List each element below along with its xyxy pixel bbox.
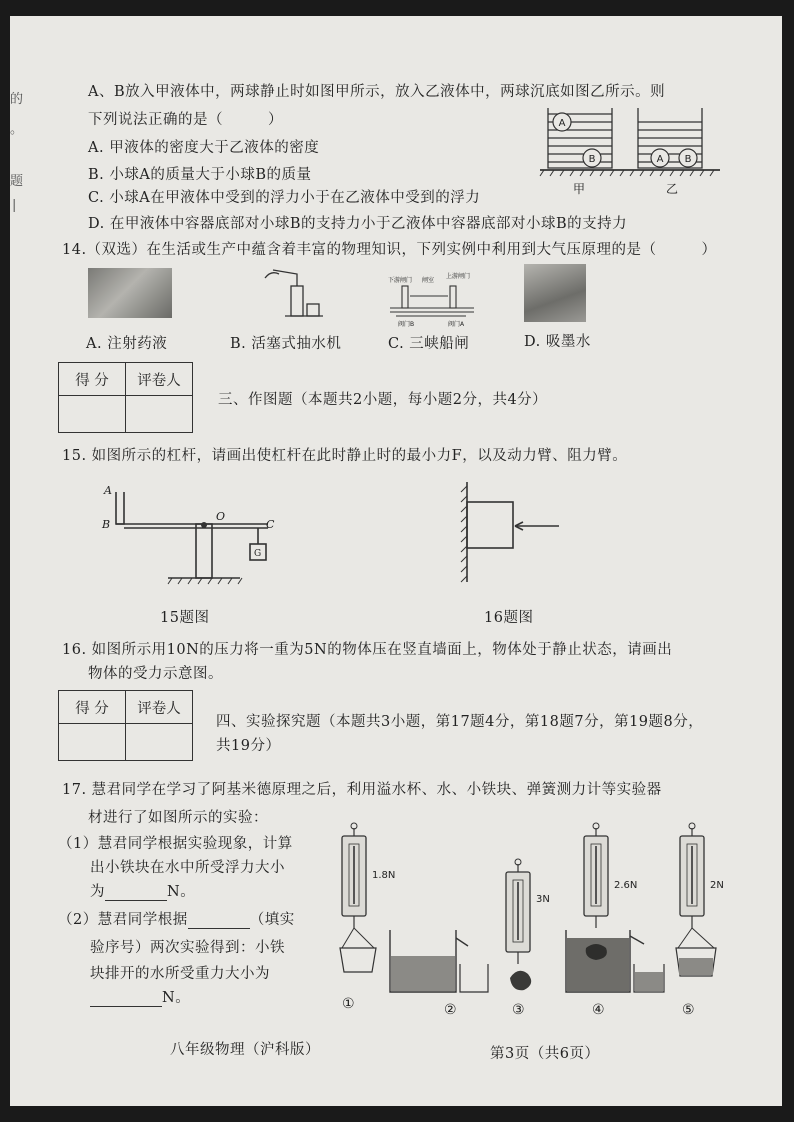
answer-blank-buoyancy[interactable] xyxy=(105,884,167,901)
q13-beakers-figure xyxy=(540,100,730,200)
injection-photo xyxy=(88,268,172,318)
point-a-label: A xyxy=(104,484,112,497)
q15-caption: 15题图 xyxy=(160,610,210,626)
step-number: ① xyxy=(342,996,355,1012)
grader-cell[interactable] xyxy=(126,396,193,433)
footer-subject: 八年级物理（沪科版） xyxy=(170,1042,320,1058)
q15-stem: 15. 如图所示的杠杆，请画出使杠杆在此时静止时的最小力F，以及动力臂、阻力臂。 xyxy=(62,448,628,464)
margin-mark: 。 xyxy=(10,122,24,137)
ball-b-label: B xyxy=(684,154,692,165)
step-number: ② xyxy=(444,1002,457,1018)
step-number: ③ xyxy=(512,1002,525,1018)
q16-stem-line2: 物体的受力示意图。 xyxy=(88,666,223,682)
piston-pump-figure xyxy=(255,268,335,322)
q13-option-c: C. 小球A在甲液体中受到的浮力小于在乙液体中受到的浮力 xyxy=(88,190,481,206)
point-o-label: O xyxy=(216,510,226,523)
answer-blank-weight[interactable] xyxy=(90,990,162,1007)
reading-4: 2.6N xyxy=(614,880,638,891)
section4-title-line1: 四、实验探究题（本题共3小题，第17题4分，第18题7分，第19题8分， xyxy=(216,714,704,730)
q13-option-d: D. 在甲液体中容器底部对小球B的支持力小于乙液体中容器底部对小球B的支持力 xyxy=(88,216,628,232)
score-header: 得 分 xyxy=(59,691,126,724)
ship-lock-figure xyxy=(388,272,478,328)
footer-page-number: 第3页（共6页） xyxy=(490,1046,600,1062)
wall-block-figure xyxy=(455,478,575,588)
q14-stem: 14.（双选）在生活或生产中蕴含着丰富的物理知识，下列实例中利用到大气压原理的是（ ） xyxy=(62,242,717,258)
point-b-label: B xyxy=(102,518,111,531)
q14-option-a: A. 注射药液 xyxy=(86,336,168,352)
q14-option-c: C. 三峡船闸 xyxy=(388,336,470,352)
yi-label: 乙 xyxy=(666,182,679,196)
q13-option-a: A. 甲液体的密度大于乙液体的密度 xyxy=(88,140,320,156)
q16-caption: 16题图 xyxy=(484,610,534,626)
experiment-figure xyxy=(330,826,740,1026)
q17-sub2-line2: 验序号）两次实验得到：小铁 xyxy=(90,940,285,956)
grader-header: 评卷人 xyxy=(126,691,193,724)
q14-option-b: B. 活塞式抽水机 xyxy=(230,336,342,352)
q17-sub2-line4: N。 xyxy=(90,986,190,1007)
lever-figure xyxy=(100,480,290,590)
q17-sub1-line3: 为 N。 xyxy=(90,884,196,900)
valve-a-label: 阀门A xyxy=(448,321,465,328)
step-number: ④ xyxy=(592,1002,605,1018)
score-cell[interactable] xyxy=(59,724,126,761)
q17-sub1-line2: 出小铁块在水中所受浮力大小 xyxy=(90,860,285,876)
lock-left-label: 下游闸门 xyxy=(388,277,413,284)
ball-a-label: A xyxy=(656,154,664,165)
lock-mid-label: 闸室 xyxy=(422,277,435,284)
grader-header: 评卷人 xyxy=(126,363,193,396)
reading-5: 2N xyxy=(710,880,724,891)
step-number: ⑤ xyxy=(682,1002,695,1018)
q13-stem-line2: 下列说法正确的是（ ） xyxy=(88,112,283,128)
answer-blank-sequence[interactable] xyxy=(188,912,250,929)
margin-mark: 的 xyxy=(10,92,24,107)
score-table xyxy=(58,362,193,433)
q13-option-b: B. 小球A的质量大于小球B的质量 xyxy=(88,167,312,183)
reading-3: 3N xyxy=(536,894,550,905)
q14-option-d: D. 吸墨水 xyxy=(524,334,591,350)
section4-title-line2: 共19分） xyxy=(216,738,281,754)
score-header: 得 分 xyxy=(59,363,126,396)
ink-photo xyxy=(524,264,586,322)
weight-g-label: G xyxy=(254,549,262,559)
q13-stem-line1: A、B放入甲液体中，两球静止时如图甲所示，放入乙液体中，两球沉底如图乙所示。则 xyxy=(88,84,666,100)
point-c-label: C xyxy=(266,518,275,531)
reading-1: 1.8N xyxy=(372,870,396,881)
q17-stem-line1: 17. 慧君同学在学习了阿基米德原理之后，利用溢水杯、水、小铁块、弹簧测力计等实验器 xyxy=(62,782,662,798)
valve-b-label: 阀门B xyxy=(398,321,415,328)
lock-right-label: 上游闸门 xyxy=(446,273,471,280)
q16-stem-line1: 16. 如图所示用10N的压力将一重为5N的物体压在竖直墙面上，物体处于静止状态，请画出 xyxy=(62,642,673,658)
margin-mark: 题 xyxy=(10,174,24,189)
ball-b-label: B xyxy=(588,154,596,165)
grader-cell[interactable] xyxy=(126,724,193,761)
score-table xyxy=(58,690,193,761)
ball-a-label: A xyxy=(558,118,566,129)
section3-title: 三、作图题（本题共2小题，每小题2分，共4分） xyxy=(218,392,548,408)
q17-stem-line2: 材进行了如图所示的实验： xyxy=(88,810,268,826)
score-cell[interactable] xyxy=(59,396,126,433)
q17-sub2-line1: （2）慧君同学根据 （填实 xyxy=(58,912,295,928)
margin-mark: | xyxy=(12,198,17,213)
q17-sub1-line1: （1）慧君同学根据实验现象，计算 xyxy=(58,836,293,852)
q17-sub2-line3: 块排开的水所受重力大小为 xyxy=(90,966,270,982)
jia-label: 甲 xyxy=(573,182,586,196)
